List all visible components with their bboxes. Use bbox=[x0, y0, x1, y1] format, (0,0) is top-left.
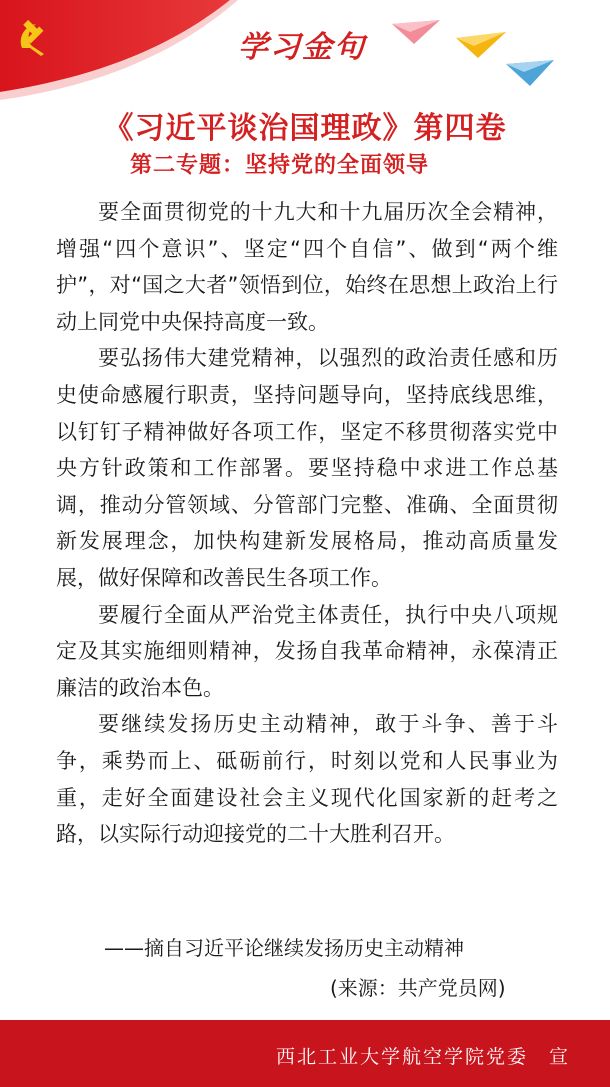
paper-plane-icon bbox=[456, 32, 506, 60]
paragraph: 要继续发扬历史主动精神，敢于斗争、善于斗争，乘势而上、砥砺前行，时刻以党和人民事业为重，走好全面建设社会主义现代化国家新的赶考之路，以实际行动迎接党的二十大胜利召开。 bbox=[56, 712, 558, 847]
paragraph: 要全面贯彻党的十九大和十九届历次全会精神，增强“四个意识”、坚定“四个自信”、做到“两个维护”，对“国之大者”领悟到位，始终在思想上政治上行动上同党中央保持高度一致。 bbox=[56, 200, 558, 334]
paper-plane-icon bbox=[392, 20, 440, 46]
source-note: (来源：共产党员网) bbox=[330, 976, 506, 1000]
slogan: 学习金句 bbox=[238, 30, 366, 65]
party-emblem-icon bbox=[14, 18, 54, 58]
paragraph: 要弘扬伟大建党精神，以强烈的政治责任感和历史使命感履行职责，坚持问题导向，坚持底线思维，以钉钉子精神做好各项工作，坚定不移贯彻落实党中央方针政策和工作部署。要坚持稳中求进工作总基调，推动分管领域、分管部门完整、准确、全面贯彻新发展理念，加快构建新发展格局，推动高质量发展，做好保障和改善民生各项工作。 bbox=[56, 346, 558, 590]
attribution: ——摘自习近平论继续发扬历史主动精神 bbox=[104, 936, 464, 960]
quote-body bbox=[56, 194, 558, 853]
paragraph: 要履行全面从严治党主体责任，执行中央八项规定及其实施细则精神，发扬自我革命精神，永葆清正廉洁的政治本色。 bbox=[56, 602, 558, 700]
paper-plane-icon bbox=[506, 60, 554, 88]
footer-text: 西北工业大学航空学院党委 宣 bbox=[275, 1046, 570, 1068]
footer-bar bbox=[0, 1020, 610, 1087]
page-title: 《习近平谈治国理政》第四卷 bbox=[103, 111, 507, 146]
section-subtitle: 第二专题：坚持党的全面领导 bbox=[130, 152, 430, 178]
